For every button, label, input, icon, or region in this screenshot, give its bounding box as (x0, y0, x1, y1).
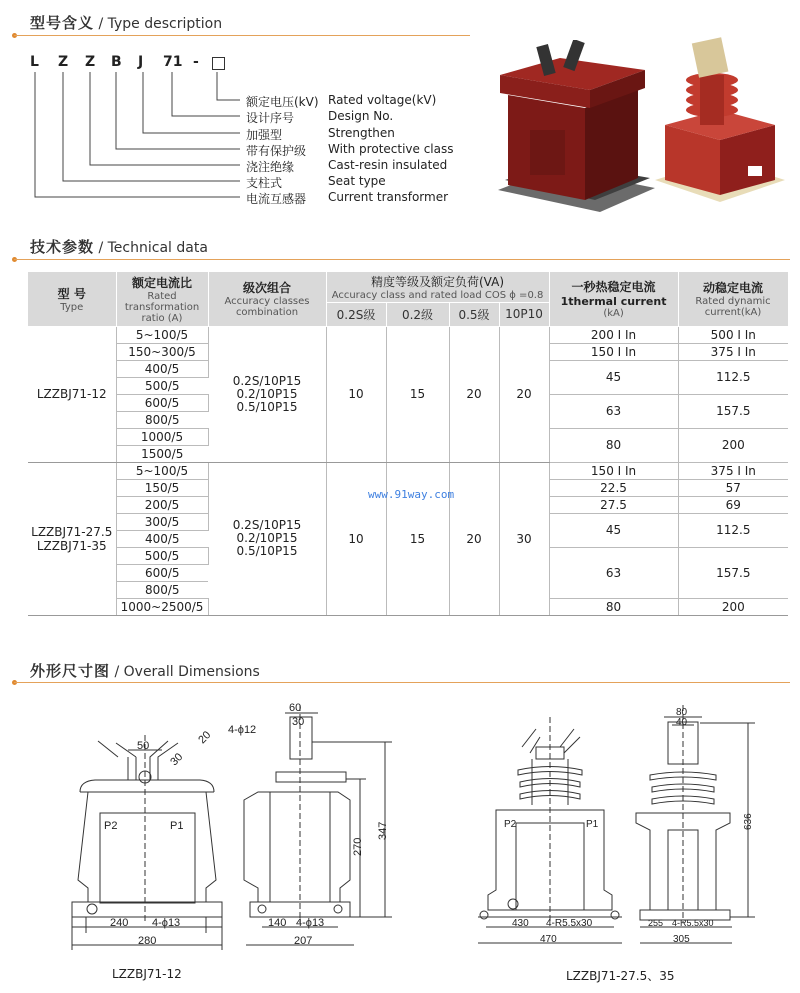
dynamic-cell: 200 (678, 598, 788, 615)
dim-label: 240 (110, 917, 129, 929)
dim-label: 270 (352, 837, 364, 856)
dim-label: 4-R5.5x30 (672, 918, 714, 928)
dynamic-cell: 200 (678, 428, 788, 462)
dim-label: 30 (292, 716, 305, 728)
header-acc-col: 10P10 (499, 302, 549, 326)
dynamic-cell: 69 (678, 496, 788, 513)
section-title-technical-en: / Technical data (98, 240, 208, 256)
ratio-cell: 600/5 (116, 394, 208, 411)
header-acc-col: 0.5级 (449, 302, 499, 326)
legend-en: Design No. (328, 109, 394, 123)
dim-label: 207 (294, 935, 313, 947)
ratio-cell: 5~100/5 (116, 462, 208, 479)
dim-label: P1 (170, 820, 184, 832)
combo-cell: 0.2S/10P15 0.2/10P15 0.5/10P15 (208, 326, 326, 462)
dynamic-cell: 112.5 (678, 360, 788, 394)
accuracy-cell: 20 (499, 326, 549, 462)
header-model-cn: 型 号 (57, 286, 86, 301)
thermal-cell: 80 (549, 598, 678, 615)
legend-cn: 支柱式 (246, 176, 283, 190)
section-title-technical (30, 236, 208, 257)
header-combo (208, 272, 326, 326)
ratio-cell: 1000~2500/5 (116, 598, 208, 615)
accuracy-cell: 20 (449, 326, 499, 462)
thermal-cell: 63 (549, 394, 678, 428)
dim-label: 30 (168, 751, 186, 769)
legend-cn: 浇注绝缘 (246, 160, 295, 174)
code-letter: J (138, 54, 144, 70)
dim-label: 60 (289, 702, 302, 714)
header-thermal-cn: 一秒热稳定电流 (571, 280, 656, 295)
thermal-cell: 22.5 (549, 479, 678, 496)
drawing-lzzbj71-35-side (636, 705, 755, 943)
legend-cn: 额定电压(kV) (246, 95, 319, 109)
code-letter: - (193, 54, 199, 70)
section-divider (14, 259, 790, 260)
thermal-cell: 45 (549, 513, 678, 547)
section-title-dimensions-en: / Overall Dimensions (114, 664, 260, 680)
header-combo-cn: 级次组合 (242, 281, 291, 296)
dim-label: 80 (676, 707, 688, 718)
thermal-cell: 45 (549, 360, 678, 394)
dim-label: 430 (512, 918, 529, 929)
accuracy-cell: 20 (449, 462, 499, 615)
header-accuracy-cn: 精度等级及额定负荷(VA) (371, 274, 505, 289)
accuracy-cell: 30 (499, 462, 549, 615)
dimension-drawings (0, 695, 800, 985)
legend-cn: 设计序号 (246, 111, 295, 125)
model-cell: LZZBJ71-27.5 LZZBJ71-35 (28, 462, 116, 615)
drawing-lzzbj71-35-front (478, 717, 622, 943)
watermark: www.91way.com (368, 488, 455, 501)
legend-cn: 加强型 (246, 128, 283, 142)
legend-en: Strengthen (328, 126, 395, 140)
table-row (28, 462, 788, 479)
dim-label: 40 (676, 717, 688, 728)
drawing-lzzbj71-12-front (72, 735, 222, 950)
header-thermal-en: 1thermal current (560, 295, 667, 309)
technical-data-body (28, 326, 788, 615)
accuracy-cell: 15 (386, 326, 449, 462)
ratio-cell: 200/5 (116, 496, 208, 513)
section-title-dimensions (30, 660, 260, 681)
dim-label: 4-R5.5x30 (546, 918, 593, 929)
header-ratio-cn: 额定电流比 (131, 275, 192, 290)
code-letter: Z (58, 54, 69, 70)
dim-label: 305 (673, 934, 690, 945)
legend-en: Current transformer (328, 190, 449, 204)
dim-label: P1 (586, 819, 599, 830)
ratio-cell: 1500/5 (116, 445, 208, 462)
dynamic-cell: 157.5 (678, 547, 788, 598)
dim-label: P2 (104, 820, 118, 832)
drawing-caption-left: LZZBJ71-12 (112, 967, 182, 981)
code-letter: Z (85, 54, 96, 70)
header-thermal-unit: (kA) (603, 308, 624, 320)
dim-label: 4-ϕ13 (296, 917, 325, 929)
drawing-lzzbj71-12-side (244, 705, 392, 945)
ratio-cell: 150~300/5 (116, 343, 208, 360)
dim-label: 20 (196, 729, 214, 747)
ratio-cell: 600/5 (116, 564, 208, 581)
header-dynamic (678, 272, 788, 326)
section-title-type-cn: 型号含义 (30, 14, 95, 32)
dim-label: 255 (648, 918, 664, 928)
thermal-cell: 150 I In (549, 343, 678, 360)
legend-en: With protective class (328, 142, 454, 156)
ratio-cell: 500/5 (116, 547, 208, 564)
code-letter: L (30, 54, 39, 70)
dim-label: 4-ϕ12 (228, 724, 257, 736)
dynamic-cell: 500 I In (678, 326, 788, 343)
section-title-dimensions-cn: 外形尺寸图 (30, 662, 111, 680)
legend-cn: 电流互感器 (246, 192, 307, 206)
ratio-cell: 300/5 (116, 513, 208, 530)
ratio-cell: 800/5 (116, 411, 208, 428)
dynamic-cell: 375 I In (678, 343, 788, 360)
legend-en: Seat type (328, 174, 386, 188)
thermal-cell: 63 (549, 547, 678, 598)
ratio-cell: 5~100/5 (116, 326, 208, 343)
header-dynamic-en: Rated dynamic current(kA) (695, 296, 771, 319)
technical-data-table (28, 272, 789, 616)
table-row (28, 326, 788, 343)
section-title-type-en: / Type description (98, 16, 223, 32)
section-divider (14, 682, 790, 683)
model-cell: LZZBJ71-12 (28, 326, 116, 462)
combo-cell: 0.2S/10P15 0.2/10P15 0.5/10P15 (208, 462, 326, 615)
accuracy-cell: 15 (386, 462, 449, 615)
thermal-cell: 150 I In (549, 462, 678, 479)
legend-en: Cast-resin insulated (328, 158, 448, 172)
dim-label: 347 (377, 821, 389, 840)
dynamic-cell: 375 I In (678, 462, 788, 479)
legend-cn: 带有保护级 (246, 144, 307, 158)
header-accuracy (326, 272, 549, 302)
dim-label: 636 (743, 813, 754, 830)
header-combo-en: Accuracy classes combination (224, 296, 310, 319)
thermal-cell: 200 I In (549, 326, 678, 343)
header-ratio (116, 272, 208, 326)
ratio-cell: 150/5 (116, 479, 208, 496)
ratio-cell: 800/5 (116, 581, 208, 598)
dim-label: 470 (540, 934, 557, 945)
drawing-caption-right: LZZBJ71-27.5、35 (566, 969, 675, 983)
accuracy-cell: 10 (326, 326, 386, 462)
legend-en: Rated voltage(kV) (328, 93, 437, 107)
header-acc-col: 0.2级 (386, 302, 449, 326)
dim-label: 50 (137, 740, 150, 752)
dynamic-cell: 157.5 (678, 394, 788, 428)
code-letter: 71 (163, 54, 183, 70)
thermal-cell: 80 (549, 428, 678, 462)
ratio-cell: 400/5 (116, 360, 208, 377)
header-acc-col: 0.2S级 (326, 302, 386, 326)
header-ratio-en: Rated transformation ratio (A) (124, 290, 200, 324)
code-letter: B (111, 54, 122, 70)
header-model (28, 272, 116, 326)
product-photo-lzzbj71-12 (490, 40, 660, 220)
header-accuracy-en: Accuracy class and rated load COS ϕ =0.8 (331, 289, 544, 301)
thermal-cell: 27.5 (549, 496, 678, 513)
section-title-technical-cn: 技术参数 (30, 238, 95, 256)
dynamic-cell: 57 (678, 479, 788, 496)
dim-label: 4-ϕ13 (152, 917, 181, 929)
ratio-cell: 1000/5 (116, 428, 208, 445)
header-thermal (549, 272, 678, 326)
dim-label: 280 (138, 935, 157, 947)
dim-label: 140 (268, 917, 287, 929)
dim-label: P2 (504, 819, 517, 830)
ratio-cell: 400/5 (116, 530, 208, 547)
product-photo-lzzbj71-35 (650, 30, 790, 205)
accuracy-cell: 10 (326, 462, 386, 615)
dynamic-cell: 112.5 (678, 513, 788, 547)
header-model-en: Type (60, 301, 84, 313)
ratio-cell: 500/5 (116, 377, 208, 394)
header-dynamic-cn: 动稳定电流 (703, 281, 764, 296)
